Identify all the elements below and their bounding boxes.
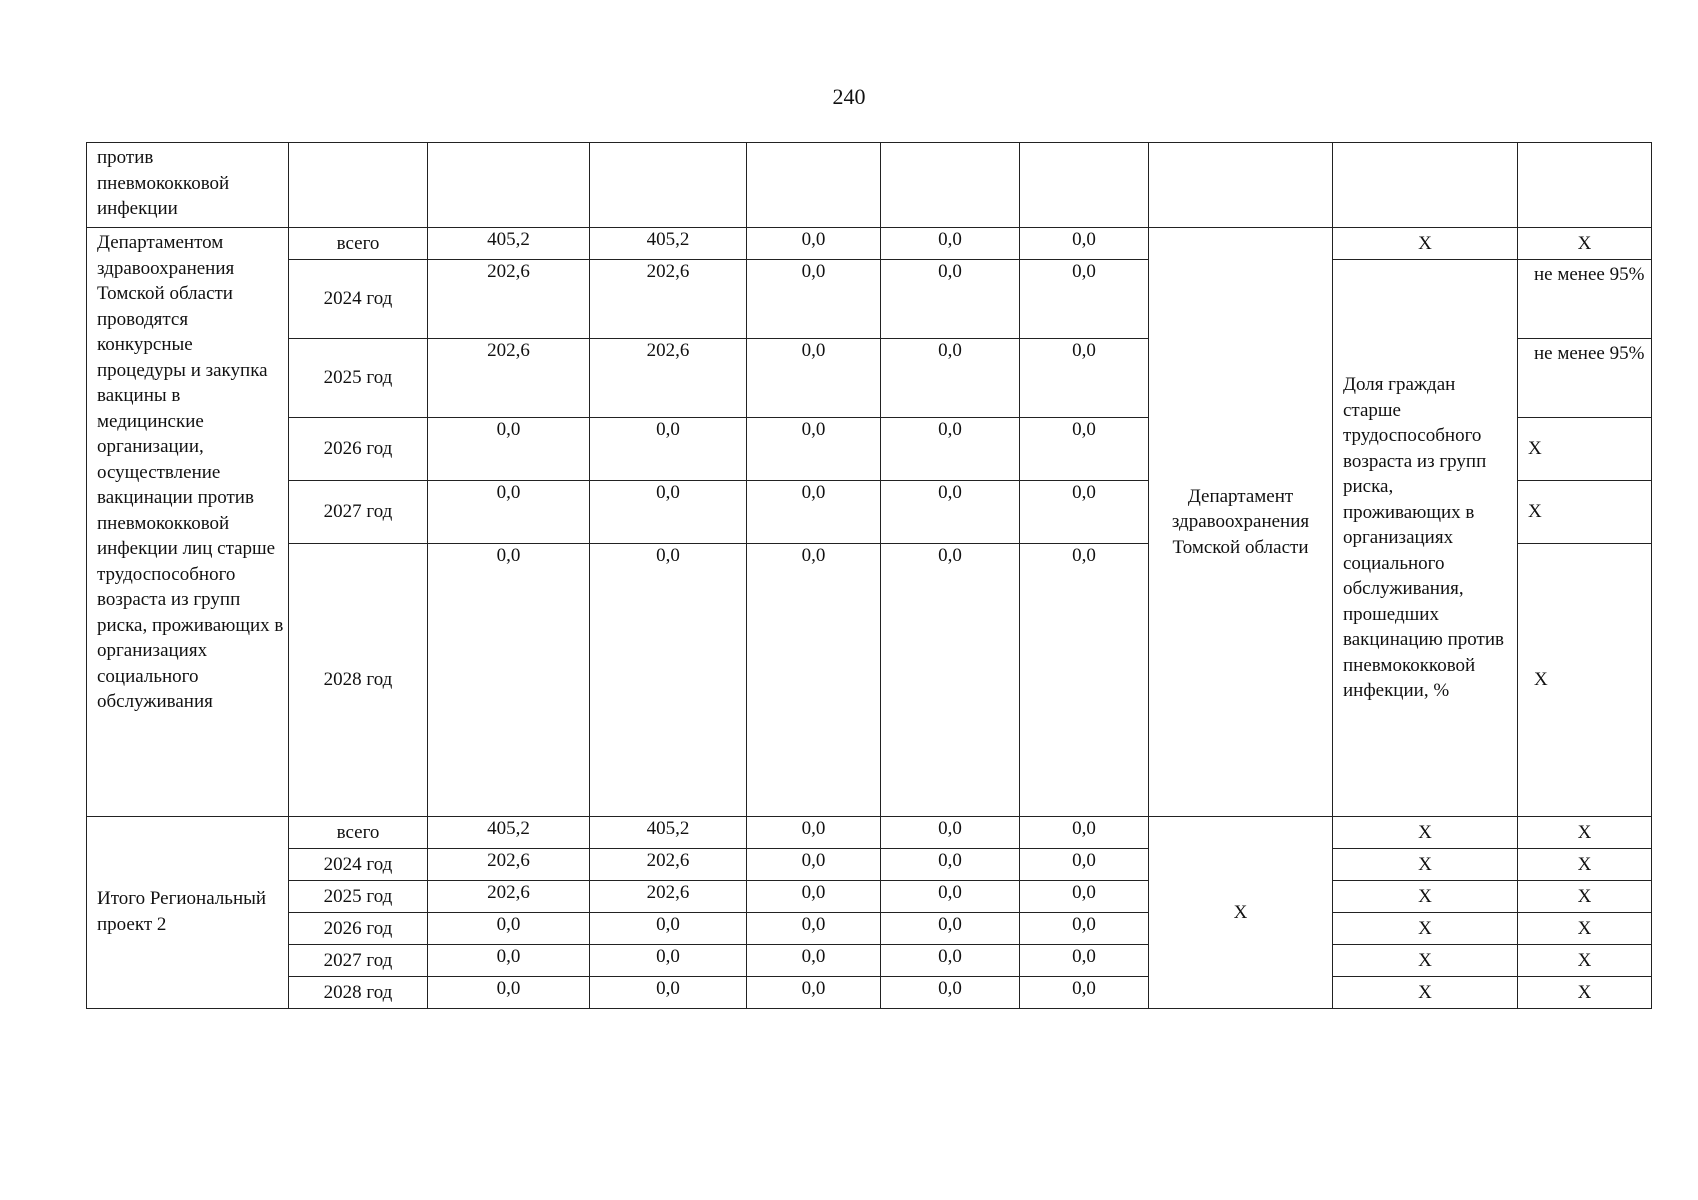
value-cell: 202,6	[590, 260, 747, 339]
value-cell: 0,0	[881, 977, 1020, 1009]
empty-cell	[590, 143, 747, 228]
value-cell: 0,0	[881, 418, 1020, 481]
value-cell: 0,0	[590, 418, 747, 481]
value-cell: 0,0	[1020, 418, 1149, 481]
indicator-mark-cell: X	[1333, 977, 1518, 1009]
indicator-mark-cell: X	[1333, 228, 1518, 260]
value-cell: 0,0	[1020, 945, 1149, 977]
value-cell: 0,0	[881, 817, 1020, 849]
value-cell: 0,0	[747, 228, 881, 260]
value-cell: 202,6	[428, 881, 590, 913]
value-cell: 0,0	[1020, 913, 1149, 945]
table-row	[87, 849, 1652, 881]
value-cell: 405,2	[590, 228, 747, 260]
target-value-cell: X	[1518, 881, 1652, 913]
value-cell: 0,0	[881, 881, 1020, 913]
year-cell: всего	[289, 817, 428, 849]
total-description-cell: Итого Региональный проект 2	[87, 817, 289, 1009]
value-cell: 202,6	[428, 339, 590, 418]
year-cell: 2024 год	[289, 849, 428, 881]
value-cell: 0,0	[428, 544, 590, 817]
value-cell: 202,6	[428, 849, 590, 881]
table-row	[87, 260, 1652, 339]
empty-cell	[1020, 143, 1149, 228]
target-value-cell: X	[1518, 849, 1652, 881]
target-value-cell: X	[1518, 977, 1652, 1009]
value-cell: 0,0	[1020, 544, 1149, 817]
value-cell: 0,0	[747, 849, 881, 881]
value-cell: 0,0	[747, 339, 881, 418]
total-responsible-cell: X	[1149, 817, 1333, 1009]
value-cell: 0,0	[1020, 849, 1149, 881]
table-row	[87, 913, 1652, 945]
value-cell: 0,0	[1020, 977, 1149, 1009]
continued-description-cell: против пневмококковой инфекции	[87, 143, 289, 228]
value-cell: 0,0	[881, 849, 1020, 881]
value-cell: 0,0	[1020, 339, 1149, 418]
year-cell: 2025 год	[289, 339, 428, 418]
year-cell: 2025 год	[289, 881, 428, 913]
value-cell: 0,0	[747, 913, 881, 945]
table-row	[87, 977, 1652, 1009]
empty-cell	[1518, 143, 1652, 228]
table-row	[87, 143, 1652, 228]
value-cell: 0,0	[881, 913, 1020, 945]
value-cell: 0,0	[881, 260, 1020, 339]
value-cell: 0,0	[590, 913, 747, 945]
value-cell: 0,0	[1020, 817, 1149, 849]
value-cell: 0,0	[747, 544, 881, 817]
target-value-cell: X	[1518, 913, 1652, 945]
value-cell: 0,0	[428, 945, 590, 977]
year-cell: всего	[289, 228, 428, 260]
indicator-mark-cell: X	[1333, 817, 1518, 849]
value-cell: 202,6	[590, 881, 747, 913]
target-value-cell: X	[1518, 817, 1652, 849]
value-cell: 0,0	[428, 418, 590, 481]
value-cell: 0,0	[428, 913, 590, 945]
table-row	[87, 228, 1652, 260]
value-cell: 0,0	[747, 977, 881, 1009]
value-cell: 0,0	[1020, 481, 1149, 544]
value-cell: 0,0	[747, 817, 881, 849]
target-value-cell: не менее 95%	[1518, 260, 1652, 339]
year-cell: 2026 год	[289, 913, 428, 945]
indicator-mark-cell: X	[1333, 913, 1518, 945]
value-cell: 0,0	[747, 260, 881, 339]
target-value-cell: не менее 95%	[1518, 339, 1652, 418]
empty-cell	[289, 143, 428, 228]
value-cell: 0,0	[881, 481, 1020, 544]
value-cell: 0,0	[881, 544, 1020, 817]
value-cell: 0,0	[747, 481, 881, 544]
value-cell: 0,0	[590, 544, 747, 817]
year-cell: 2027 год	[289, 945, 428, 977]
value-cell: 0,0	[881, 228, 1020, 260]
value-cell: 405,2	[428, 228, 590, 260]
target-value-cell: X	[1518, 418, 1652, 481]
value-cell: 0,0	[428, 977, 590, 1009]
empty-cell	[747, 143, 881, 228]
indicator-mark-cell: X	[1333, 881, 1518, 913]
value-cell: 0,0	[428, 481, 590, 544]
target-value-cell: X	[1518, 228, 1652, 260]
value-cell: 202,6	[428, 260, 590, 339]
budget-table	[86, 142, 1652, 1009]
page-number: 240	[832, 84, 866, 109]
value-cell: 202,6	[590, 339, 747, 418]
value-cell: 405,2	[590, 817, 747, 849]
value-cell: 0,0	[590, 481, 747, 544]
value-cell: 0,0	[881, 945, 1020, 977]
value-cell: 0,0	[1020, 228, 1149, 260]
indicator-cell: Доля граждан старше трудоспособного возраста из групп риска, проживающих в организациях социального обслуживания, прошедших вакцинацию против пневмококковой инфекции, %	[1333, 260, 1518, 817]
empty-cell	[1149, 143, 1333, 228]
value-cell: 0,0	[590, 945, 747, 977]
value-cell: 202,6	[590, 849, 747, 881]
value-cell: 405,2	[428, 817, 590, 849]
empty-cell	[881, 143, 1020, 228]
table-row	[87, 817, 1652, 849]
year-cell: 2027 год	[289, 481, 428, 544]
year-cell: 2026 год	[289, 418, 428, 481]
target-value-cell: X	[1518, 544, 1652, 817]
target-value-cell: X	[1518, 481, 1652, 544]
value-cell: 0,0	[747, 945, 881, 977]
value-cell: 0,0	[1020, 881, 1149, 913]
value-cell: 0,0	[881, 339, 1020, 418]
indicator-mark-cell: X	[1333, 945, 1518, 977]
target-value-cell: X	[1518, 945, 1652, 977]
indicator-mark-cell: X	[1333, 849, 1518, 881]
year-cell: 2028 год	[289, 544, 428, 817]
empty-cell	[428, 143, 590, 228]
value-cell: 0,0	[747, 418, 881, 481]
value-cell: 0,0	[747, 881, 881, 913]
responsible-cell: Департамент здравоохранения Томской области	[1149, 228, 1333, 817]
year-cell: 2024 год	[289, 260, 428, 339]
value-cell: 0,0	[590, 977, 747, 1009]
measure-description-cell: Департаментом здравоохранения Томской области проводятся конкурсные процедуры и закупка вакцины в медицинские организации, осуществление вакцинации против пневмококковой инфекции лиц старше трудоспособного возраста из групп риска, проживающих в организациях социального обслуживания	[87, 228, 289, 817]
year-cell: 2028 год	[289, 977, 428, 1009]
empty-cell	[1333, 143, 1518, 228]
value-cell: 0,0	[1020, 260, 1149, 339]
table-row	[87, 945, 1652, 977]
table-row	[87, 881, 1652, 913]
